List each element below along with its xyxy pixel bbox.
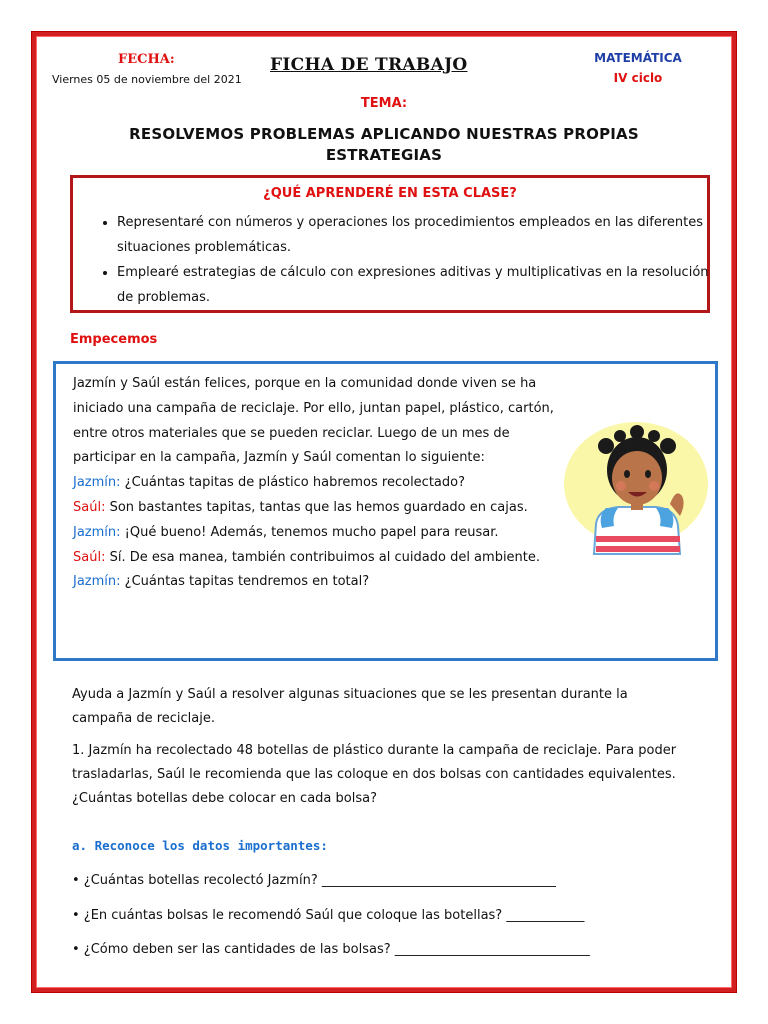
section-a-heading: a. Reconoce los datos importantes:	[72, 838, 328, 853]
start-section-label: Empecemos	[70, 332, 158, 347]
learning-goal-item: • Representaré con números y operaciones los procedimientos empleados en las diferentes situaciones problemáticas.	[117, 210, 722, 260]
speaker-name: Jazmín:	[73, 524, 121, 540]
dialogue-text: Sí. De esa manea, también contribuimos al cuidado del ambiente.	[105, 549, 541, 565]
story-box	[53, 361, 718, 661]
girl-illustration	[558, 404, 708, 564]
learning-goals-heading: ¿QUÉ APRENDERÉ EN ESTA CLASE?	[263, 186, 517, 201]
dialogue-text: Son bastantes tapitas, tantas que las hemos guardado en cajas.	[105, 499, 528, 515]
help-instructions: Ayuda a Jazmín y Saúl a resolver algunas situaciones que se les presentan durante la campaña de reciclaje.	[72, 687, 628, 726]
speaker-name: Saúl:	[73, 549, 106, 565]
subject-label: MATEMÁTICA	[594, 51, 682, 65]
topic-label: TEMA:	[360, 96, 408, 111]
dialogue-line	[73, 546, 563, 571]
speaker-name: Jazmín:	[73, 475, 121, 491]
dialogue-line	[73, 496, 563, 521]
dialogue-text: ¿Cuántas tapitas de plástico habremos recolectado?	[120, 475, 465, 491]
speaker-name: Saúl:	[73, 499, 106, 515]
problem-1-text: 1. Jazmín ha recolectado 48 botellas de plástico durante la campaña de reciclaje. Para poder trasladarlas, Saúl le recomienda que las coloque en dos bolsas con cantidades equivalentes. ¿Cuántas botellas debe colocar en cada bolsa?	[72, 743, 677, 806]
story-text	[73, 372, 563, 595]
dialogue-line	[73, 570, 563, 595]
dialogue-text: ¿Cuántas tapitas tendremos en total?	[120, 574, 370, 590]
speaker-name: Jazmín:	[73, 574, 121, 590]
dialogue-text: ¡Qué bueno! Además, tenemos mucho papel para reusar.	[120, 524, 499, 540]
cycle-label: IV ciclo	[613, 71, 663, 85]
page-title: FICHA DE TRABAJO	[270, 55, 468, 75]
dialogue-line	[73, 471, 563, 496]
learning-goals-box	[70, 175, 710, 313]
learning-goals-list	[91, 210, 722, 310]
date-value: Viernes 05 de noviembre del 2021	[52, 73, 242, 86]
topic-title: RESOLVEMOS PROBLEMAS APLICANDO NUESTRAS PROPIAS ESTRATEGIAS	[129, 125, 639, 164]
learning-goal-item: • Emplearé estrategias de cálculo con expresiones aditivas y multiplicativas en la resolución de problemas.	[117, 260, 722, 310]
question-item: • ¿Cómo deben ser las cantidades de las bolsas? ______________________________	[72, 942, 590, 957]
date-label: FECHA:	[118, 52, 175, 67]
question-item: • ¿En cuántas bolsas le recomendó Saúl que coloque las botellas? ____________	[72, 908, 585, 923]
dialogue-line	[73, 521, 563, 546]
story-intro: Jazmín y Saúl están felices, porque en la comunidad donde viven se ha iniciado una campaña de reciclaje. Por ello, juntan papel, plástico, cartón, entre otros materiales que se pueden reciclar. Luego de un mes de participar en la campaña, Jazmín y Saúl comentan lo siguiente:	[73, 376, 554, 466]
question-item: • ¿Cuántas botellas recolectó Jazmín? ____________________________________	[72, 873, 556, 888]
